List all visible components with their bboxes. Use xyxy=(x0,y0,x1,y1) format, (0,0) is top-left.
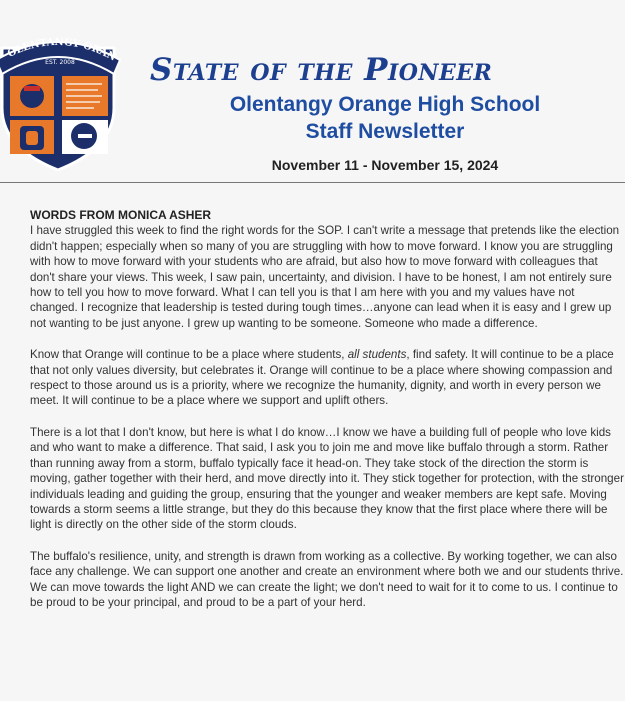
crest-established: EST. 2008 xyxy=(45,59,75,66)
crest-name: OLENTANGY ORAN xyxy=(6,36,118,64)
newsletter-header xyxy=(0,0,625,182)
header-divider xyxy=(0,182,625,183)
crest-banner-text xyxy=(0,30,122,80)
paragraph-3: There is a lot that I don't know, but here is what I do know…I know we have a building full of people who love kids and who want to make a difference. That said, I ask you to join me and move like buffalo through a storm. Rather than running away from a storm, buffalo typically face it head-on. They take stock of the direction the storm is moving, gather together with their herd, and move directly into it. They stick together for protection, with the stronger individuals leading and guiding the group, ensuring that the younger and weaker members are kept safe. Moving towards a storm seems a little strange, but they do this because they know that the first place where there will be light is directly on the other side of the storm clouds. xyxy=(30,425,624,532)
paragraph-4: The buffalo's resilience, unity, and strength is drawn from working as a collective. By working together, we can also face any challenge. We can support one another and create an environment where both we and our students thrive. We can move towards the light AND we can create the light; we don't need to wait for it to come to us. I continue to be proud to be your principal, and proud to be a part of your herd. xyxy=(30,549,624,609)
date-range: November 11 - November 15, 2024 xyxy=(271,157,499,173)
paragraph-1: I have struggled this week to find the right words for the SOP. I can't write a message that pretends like the election didn't happen; especially when so many of you are struggling with how to move forward. I know you are struggling with how to move forward with your students who are afraid, but also how to move forward with colleagues that don't share your views. This week, I saw pain, uncertainty, and division. I have to be honest, I am not entirely sure how to tell you how to move forward. What I can tell you is that I am here with you and my values have not changed. I recognize that leadership is tested during tough times…anyone can lead when it is easy and I grew up not wanting to be just anyone. I grew up wanting to be someone. Someone who made a difference. xyxy=(30,224,620,330)
article-body xyxy=(30,208,624,626)
paragraph-2-end: , find safety. It will continue to be a place that not only values diversity, but celebrates it. Orange will continue to be a place where showing compassion and respect to those around us is a priority, where we recognize the humanity, dignity, and worth in every person we meet. It will continue to be a place where we support and uplift others. xyxy=(30,348,614,408)
paragraph-2-start: Know that Orange will continue to be a place where students, xyxy=(30,348,348,362)
article-heading: WORDS FROM MONICA ASHER xyxy=(30,208,212,222)
paragraph-2-emphasis: all students xyxy=(347,348,407,362)
paragraph-2 xyxy=(30,347,624,409)
newsletter-subtitle: Staff Newsletter xyxy=(305,120,465,143)
school-name: Olentangy Orange High School xyxy=(229,93,541,116)
newsletter-title: State of the Pioneer xyxy=(150,52,493,88)
